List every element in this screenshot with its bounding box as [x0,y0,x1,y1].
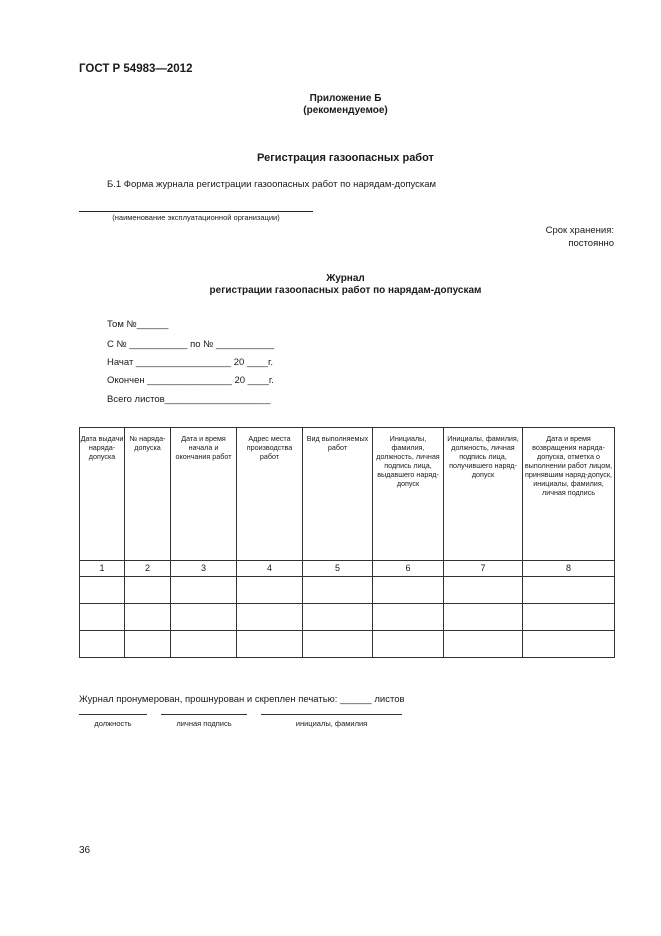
table-cell [80,604,125,631]
started-date-field: Начат __________________ 20 ____г. [107,357,273,368]
table-cell [523,604,615,631]
signature-caption: личная подпись [176,719,232,728]
position-caption: должность [94,719,132,728]
table-cell [523,631,615,658]
table-cell [237,604,303,631]
appendix-heading [0,93,661,117]
table-cell [523,577,615,604]
header-return: Дата и время возвращения наряда-допуска, отметка о выполнении работ лицом, принявшим наряд-допуск, инициалы, фамилия, личная подпись [523,428,615,561]
table-cell [444,631,523,658]
journal-title: Журнал [326,273,365,284]
table-cell [444,577,523,604]
table-cell [171,631,237,658]
table-cell [125,604,171,631]
personal-signature-line [161,714,247,715]
column-number: 5 [303,561,373,577]
document-code: ГОСТ Р 54983—2012 [79,63,193,75]
column-number: 4 [237,561,303,577]
column-number: 2 [125,561,171,577]
position-signature-line [79,714,147,715]
header-issue-date: Дата выдачи наряда-допуска [80,428,125,561]
column-number: 7 [444,561,523,577]
page-number: 36 [79,845,91,856]
table-cell [125,577,171,604]
table-row [80,604,615,631]
table-cell [125,631,171,658]
table-header-row [80,428,615,561]
retention-label: Срок хранения: [545,225,614,236]
column-number: 6 [373,561,444,577]
header-work-type: Вид выполняемых работ [303,428,373,561]
journal-subtitle: регистрации газоопасных работ по нарядам-допускам [209,285,482,296]
table-row [80,631,615,658]
total-sheets-field: Всего листов____________________ [107,394,271,405]
table-row [80,577,615,604]
table-cell [444,604,523,631]
volume-field: Том №______ [107,319,169,330]
journal-heading [0,273,661,297]
retention-value: постоянно [568,238,614,249]
table-cell [80,577,125,604]
table-cell [171,577,237,604]
table-number-row [80,561,615,577]
intro-paragraph: Б.1 Форма журнала регистрации газоопасных работ по нарядам-допускам [107,179,437,190]
table-cell [303,604,373,631]
retention-period [546,224,614,250]
column-number: 3 [171,561,237,577]
table-cell [237,631,303,658]
number-range-field: С № ___________ по № ___________ [107,339,275,350]
appendix-title: Приложение Б [309,93,382,104]
table-cell [80,631,125,658]
finished-date-field: Окончен ________________ 20 ____г. [107,375,274,386]
table-cell [373,631,444,658]
section-title: Регистрация газоопасных работ [257,152,434,164]
organization-name-line [79,211,313,212]
footer-statement: Журнал пронумерован, прошнурован и скреплен печатью: ______ листов [79,694,405,705]
table-cell [303,631,373,658]
table-cell [237,577,303,604]
initials-signature-line [261,714,402,715]
column-number: 1 [80,561,125,577]
table-cell [303,577,373,604]
header-receiver: Инициалы, фамилия, должность, личная подпись лица, получившего наряд-допуск [444,428,523,561]
organization-caption: (наименование эксплуатационной организации) [112,213,280,222]
table-cell [171,604,237,631]
journal-table [79,427,615,658]
header-permit-number: № наряда-допуска [125,428,171,561]
table-cell [373,577,444,604]
header-work-period: Дата и время начала и окончания работ [171,428,237,561]
header-issuer: Инициалы, фамилия, должность, личная подпись лица, выдавшего наряд-допуск [373,428,444,561]
table-cell [373,604,444,631]
column-number: 8 [523,561,615,577]
initials-caption: инициалы, фамилия [295,719,368,728]
appendix-subtitle: (рекомендуемое) [303,105,388,116]
header-work-address: Адрес места производства работ [237,428,303,561]
